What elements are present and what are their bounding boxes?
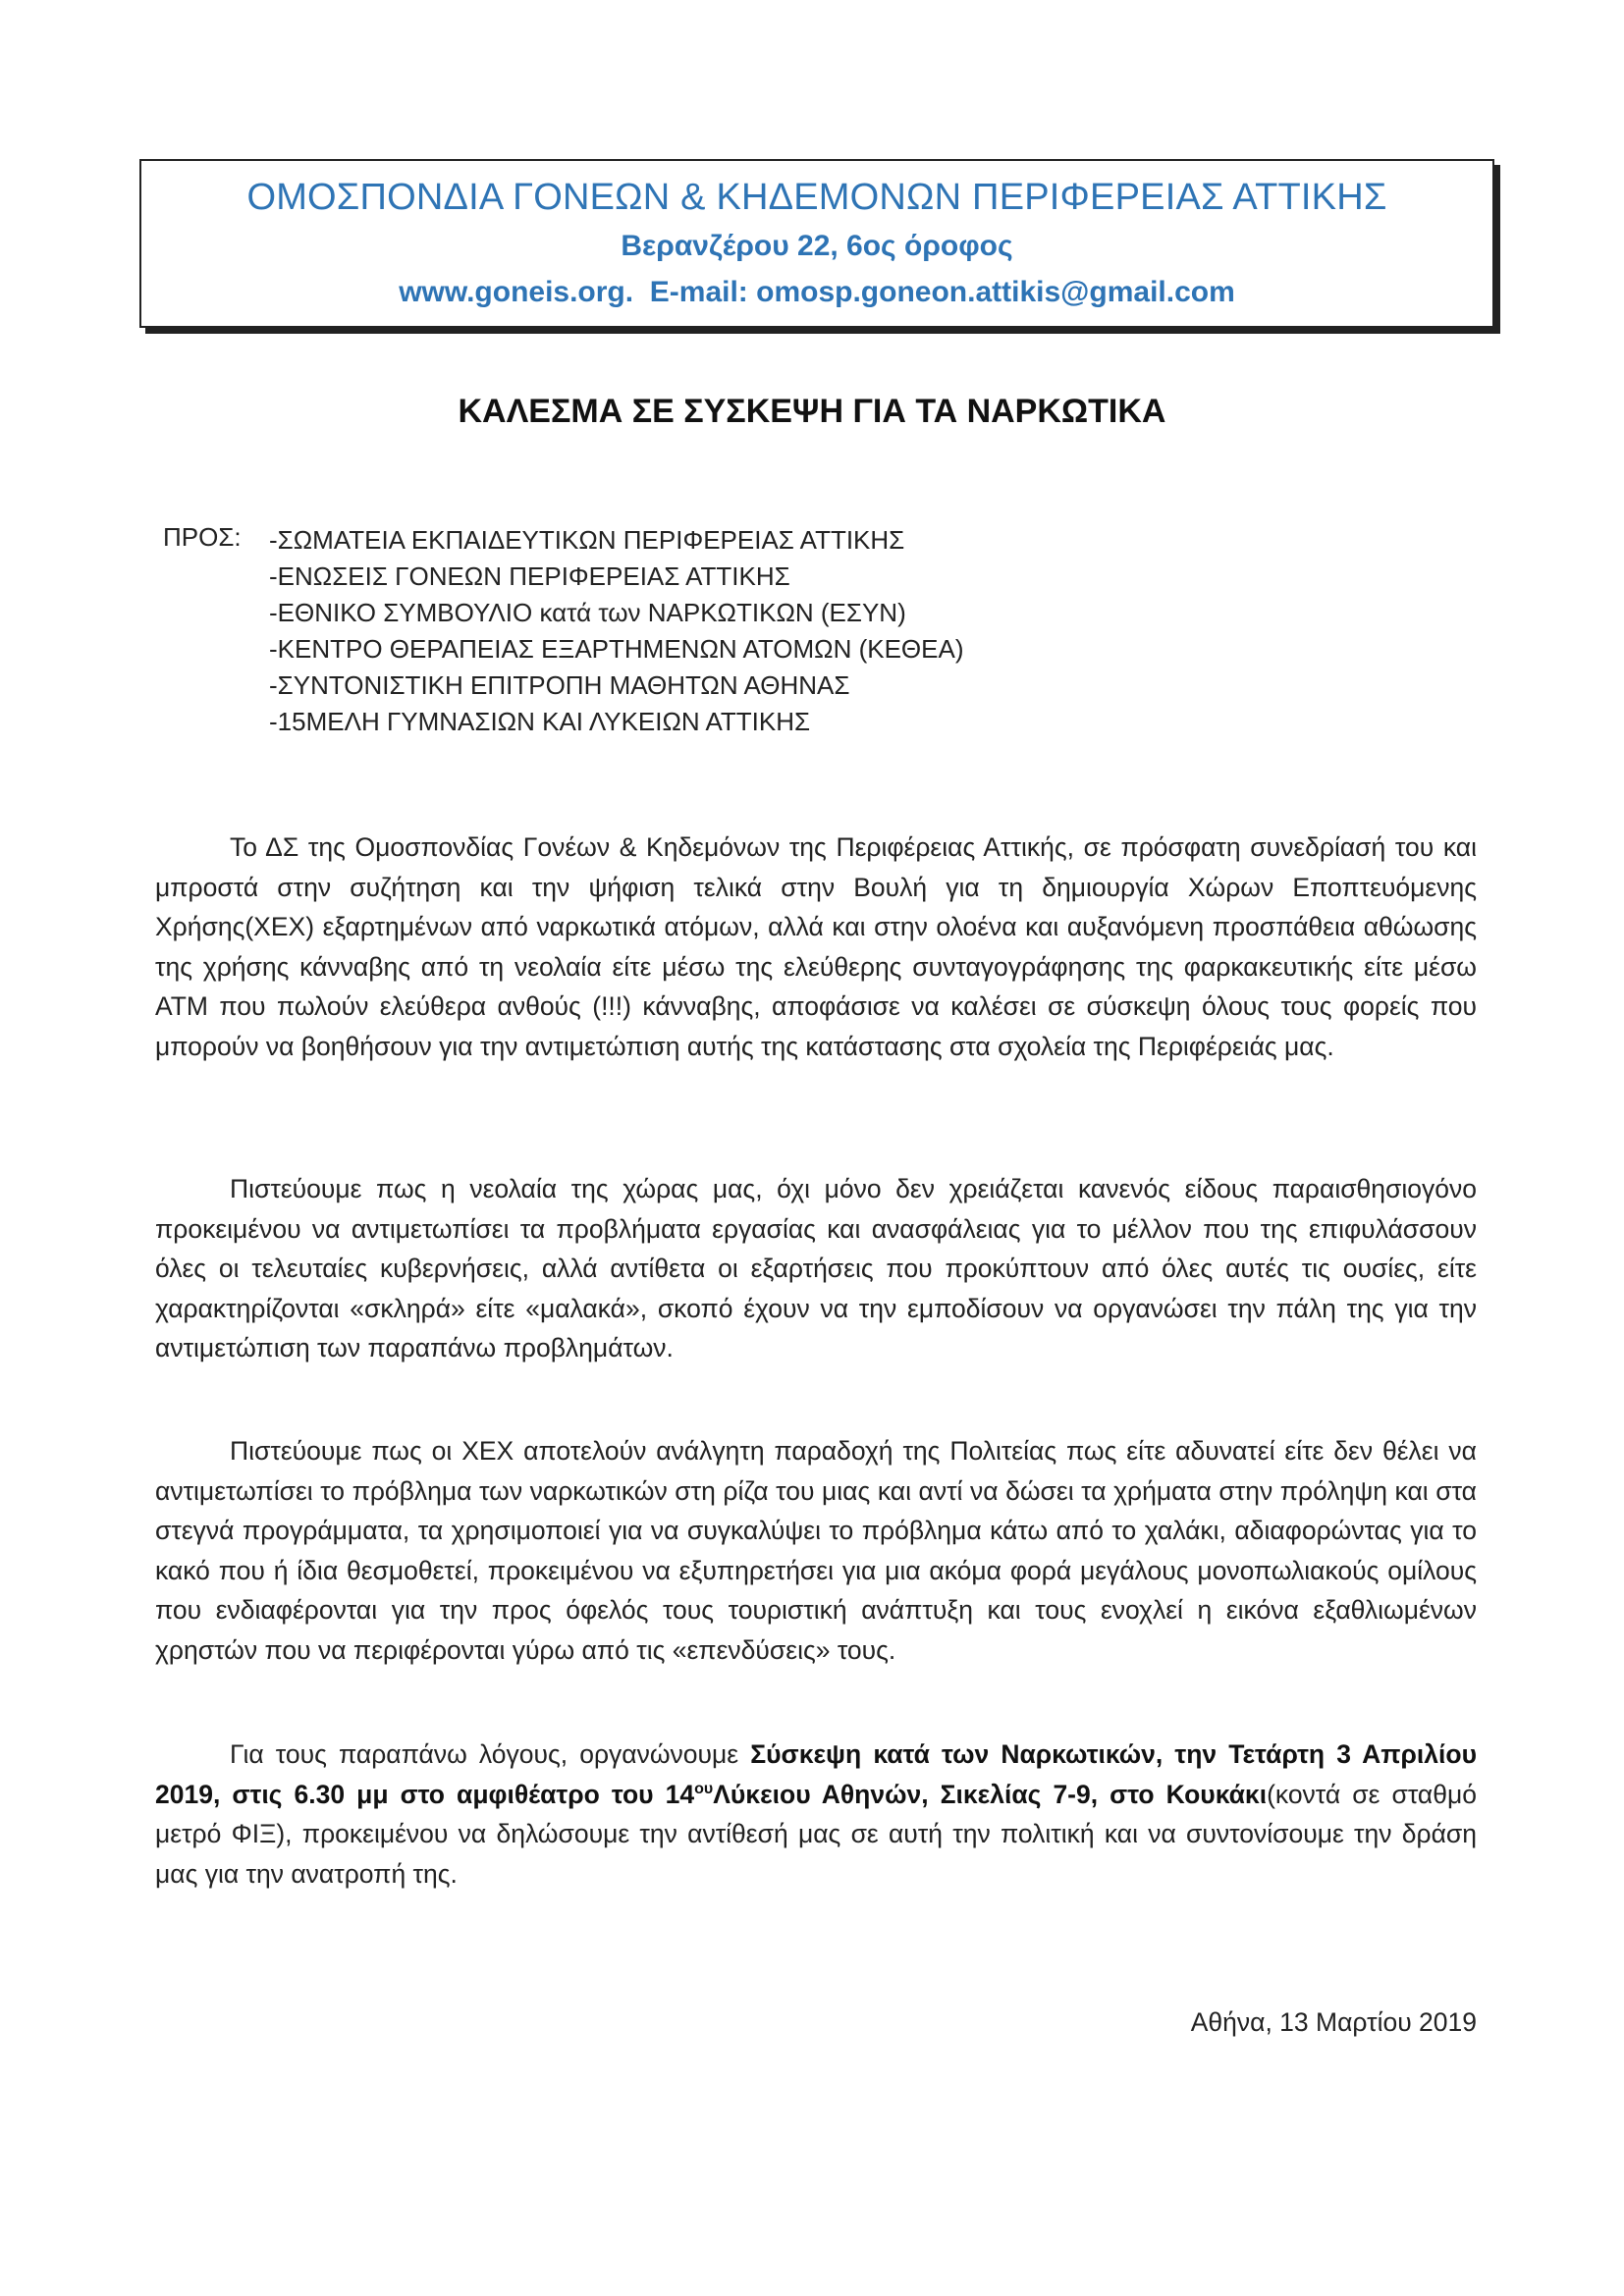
paragraph-text: Το ΔΣ της Ομοσπονδίας Γονέων & Κηδεμόνων της Περιφέρειας Αττικής, σε πρόσφατη συνεδρίασή του και μπροστά στην συζήτηση και την ψήφιση τελικά στην Βουλή για τη δημιουργία Χώρων Εποπτευόμενης Χρήσης(ΧΕΧ) εξαρτημένων από ναρκωτικά ατόμων, αλλά και στην ολοένα και αυξανόμενη προσπάθεια αθώωσης της χρήσης κάνναβης από τη νεολαία είτε μέσω της ελεύθερης συνταγογράφησης της φαρκακευτικής είτε μέσω ΑΤΜ που πωλούν ελεύθερα ανθούς (!!!) κάνναβης, αποφάσισε να καλέσει σε σύσκεψη όλους τους φορείς που μπορούν να βοηθήσουν για την αντιμετώπιση αυτής της κατάστασης στα σχολεία της Περιφέρειάς μας.	[155, 832, 1477, 1061]
ordinal-superscript: ου	[694, 1780, 714, 1797]
organization-name: ΟΜΟΣΠΟΝΔΙΑ ΓΟΝΕΩΝ & ΚΗΔΕΜΟΝΩΝ ΠΕΡΙΦΕΡΕΙΑΣ ΑΤΤΙΚΗΣ	[246, 177, 1387, 218]
body-paragraph-2	[155, 1169, 1477, 1368]
letterhead-box	[139, 159, 1494, 328]
paragraph-tail: (κοντά σε σταθμό μετρό ΦΙΞ), προκειμένου να δηλώσουμε την αντίθεσή μας σε αυτή την πολιτική και να συντονίσουμε την δράση μας για την ανατροπή της.	[155, 1779, 1477, 1889]
recipient-item: -ΕΝΩΣΕΙΣ ΓΟΝΕΩΝ ΠΕΡΙΦΕΡΕΙΑΣ ΑΤΤΙΚΗΣ	[269, 561, 790, 591]
recipient-item: -15ΜΕΛΗ ΓΥΜΝΑΣΙΩΝ ΚΑΙ ΛΥΚΕΙΩΝ ΑΤΤΙΚΗΣ	[269, 707, 811, 736]
recipient-item: -ΣΩΜΑΤΕΙΑ ΕΚΠΑΙΔΕΥΤΙΚΩΝ ΠΕΡΙΦΕΡΕΙΑΣ ΑΤΤΙΚΗΣ	[269, 525, 905, 555]
body-paragraph-1	[155, 828, 1477, 1066]
recipient-item: -ΕΘΝΙΚΟ ΣΥΜΒΟΥΛΙΟ κατά των ΝΑΡΚΩΤΙΚΩΝ (ΕΣΥΝ)	[269, 598, 906, 627]
document-title: ΚΑΛΕΣΜΑ ΣΕ ΣΥΣΚΕΨΗ ΓΙΑ ΤΑ ΝΑΡΚΩΤΙΚΑ	[458, 393, 1166, 430]
paragraph-lead: Για τους παραπάνω λόγους, οργανώνουμε	[230, 1739, 751, 1769]
paragraph-text: Πιστεύουμε πως η νεολαία της χώρας μας, όχι μόνο δεν χρειάζεται κανενός είδους παραισθησιογόνο προκειμένου να αντιμετωπίσει τα προβλήματα εργασίας και ανασφάλειας για το μέλλον που της επιφυλάσσουν όλες οι τελευταίες κυβερνήσεις, αλλά αντίθετα οι εξαρτήσεις που προκύπτουν από όλες αυτές τις ουσίες, είτε χαρακτηρίζονται «σκληρά» είτε «μαλακά», σκοπό έχουν να την εμποδίσουν να οργανώσει την πάλη της για την αντιμετώπιση των παραπάνω προβλημάτων.	[155, 1174, 1477, 1362]
website-link[interactable]: www.goneis.org.	[399, 276, 634, 308]
body-paragraph-3	[155, 1431, 1477, 1670]
recipients-label: ΠΡΟΣ:	[163, 522, 242, 552]
meeting-location: Λύκειου Αθηνών, Σικελίας 7-9, στο Κουκάκι	[713, 1779, 1268, 1809]
organization-contact	[141, 276, 1492, 309]
body-paragraph-4	[155, 1735, 1477, 1894]
paragraph-text	[155, 1735, 1477, 1894]
meeting-details: Σύσκεψη κατά των Ναρκωτικών, την Τετάρτη 3 Απριλίου 2019, στις 6.30 μμ στο αμφιθέατρο του 14	[155, 1739, 1477, 1809]
recipient-item: -ΚΕΝΤΡΟ ΘΕΡΑΠΕΙΑΣ ΕΞΑΡΤΗΜΕΝΩΝ ΑΤΟΜΩΝ (ΚΕΘΕΑ)	[269, 634, 964, 664]
place-date: Αθήνα, 13 Μαρτίου 2019	[1190, 2007, 1477, 2037]
email-link[interactable]: omosp.goneon.attikis@gmail.com	[756, 276, 1235, 308]
recipient-item: -ΣΥΝΤΟΝΙΣΤΙΚΗ ΕΠΙΤΡΟΠΗ ΜΑΘΗΤΩΝ ΑΘΗΝΑΣ	[269, 670, 850, 700]
recipients-list	[269, 522, 1153, 740]
organization-address: Βερανζέρου 22, 6ος όροφος	[621, 230, 1013, 262]
paragraph-text: Πιστεύουμε πως οι ΧΕΧ αποτελούν ανάλγητη παραδοχή της Πολιτείας πως είτε αδυνατεί είτε δεν θέλει να αντιμετωπίσει το πρόβλημα των ναρκωτικών στη ρίζα του μιας και αντί να δώσει τα χρήματα στην πρόληψη και στα στεγνά προγράμματα, τα χρησιμοποιεί για να συγκαλύψει το πρόβλημα κάτω από το χαλάκι, αδιαφορώντας για το κακό που ή ίδια θεσμοθετεί, προκειμένου να εξυπηρετήσει για μια ακόμα φορά μεγάλους μονοπωλιακούς ομίλους που ενδιαφέρονται για την προς όφελός τους τουριστική ανάπτυξη και τους ενοχλεί η εικόνα εξαθλιωμένων χρηστών που να περιφέρονται γύρω από τις «επενδύσεις» τους.	[155, 1436, 1477, 1665]
email-label: E-mail:	[649, 276, 748, 308]
